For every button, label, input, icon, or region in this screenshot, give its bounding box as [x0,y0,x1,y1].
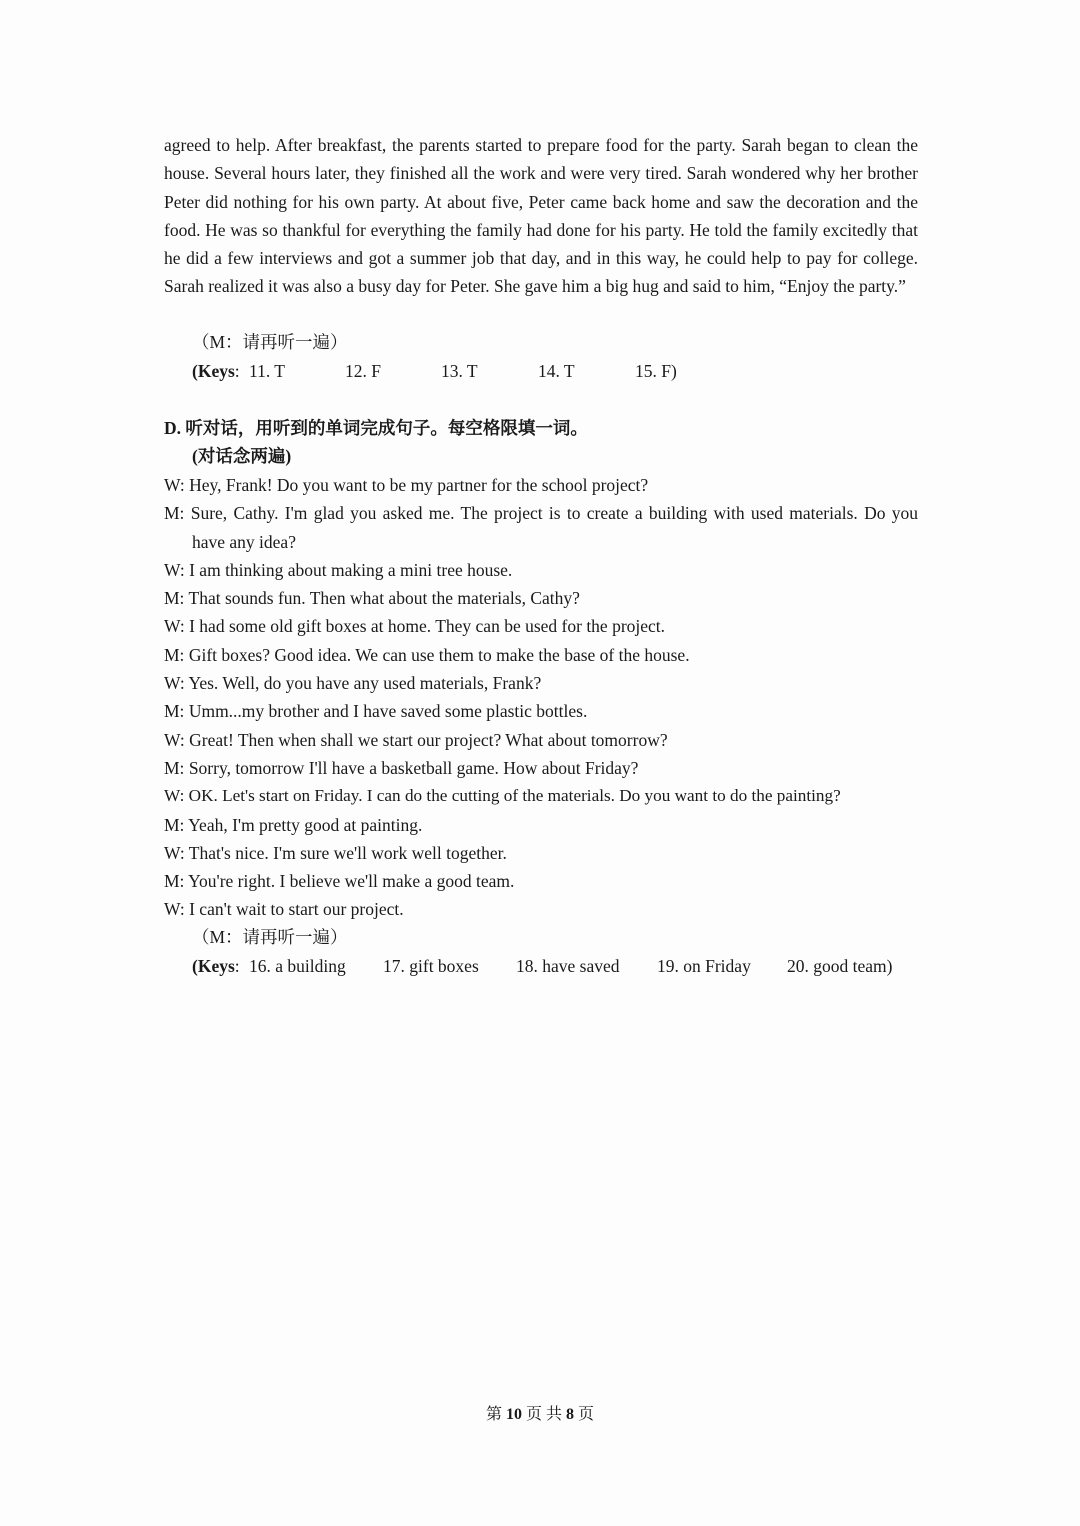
answer-key: 17. gift boxes [383,956,479,976]
utterance: Umm...my brother and I have saved some plastic bottles. [188,701,588,722]
repeat-note: （M：请再听一遍） [192,332,348,352]
utterance: Hey, Frank! Do you want to be my partner for the school project? [189,475,649,495]
answer-key: 12. F [345,361,381,381]
section-d-subheading: (对话念两遍) [192,446,292,466]
keys-label-text: Keys [197,361,235,381]
page-footer [0,1402,1080,1428]
speaker: M: [164,588,185,609]
dialogue [164,471,918,924]
footer-suffix: 页 [578,1406,595,1423]
speaker: M: [164,871,185,892]
dialogue-line [164,641,918,669]
dialogue-line [164,499,918,556]
passage-paragraph: agreed to help. After breakfast, the parents started to prepare food for the party. Sarah began to clean the house. Several hours later, they finished all the work and were very tired. Sarah wondered why her brother Peter did nothing for his own party. At about five, Peter came back home and saw the decoration and the food. He was so thankful for everything the family had done for his party. He told the family excitedly that he did a few interviews and got a summer job that day, and in this way, he could help to pay for college. Sarah realized it was also a busy day for Peter. She gave him a big hug and said to him, “Enjoy the party.” [164,135,918,297]
utterance: You're right. I believe we'll make a good team. [188,871,515,892]
keys-label [192,357,240,385]
utterance: Yes. Well, do you have any used materials, Frank? [188,673,542,694]
dialogue-line [164,754,918,782]
keys-colon: : [234,361,240,381]
keys-label-text: Keys [197,956,235,976]
utterance: Yeah, I'm pretty good at painting. [188,814,423,835]
dialogue-line [164,839,918,867]
utterance: That sounds fun. Then what about the materials, Cathy? [188,588,580,609]
keys-label [192,952,240,980]
speaker: W: [164,559,185,580]
utterance: Great! Then when shall we start our project? What about tomorrow? [189,729,668,750]
dialogue-line [164,669,918,697]
answer-key: 14. T [538,361,575,381]
dialogue-line [164,811,918,839]
keys-open-paren: ( [192,361,198,381]
dialogue-line [164,556,918,584]
speaker: W: [164,786,185,806]
dialogue-line [164,584,918,612]
footer-middle: 页 共 [525,1406,562,1423]
utterance: I am thinking about making a mini tree house. [189,559,513,580]
speaker: M: [164,701,185,722]
keys-open-paren: ( [192,956,198,976]
answer-key: 11. T [249,361,285,381]
speaker: W: [164,616,185,637]
speaker: M: [164,757,185,778]
footer-prefix: 第 [485,1406,502,1423]
dialogue-line [164,726,918,754]
dialogue-line [164,895,918,923]
answer-key: 16. a building [249,956,346,976]
utterance: OK. Let's start on Friday. I can do the cutting of the materials. Do you want to do the painting? [188,786,841,806]
speaker: W: [164,673,185,694]
utterance: I can't wait to start our project. [189,899,404,920]
speaker: W: [164,842,185,863]
utterance: That's nice. I'm sure we'll work well together. [188,842,507,863]
utterance: I had some old gift boxes at home. They can be used for the project. [189,616,666,637]
section-d-heading: D. 听对话，用听到的单词完成句子。每空格限填一词。 [164,418,588,438]
keys-colon: : [234,956,240,976]
speaker: W: [164,729,185,750]
dialogue-line [164,697,918,725]
answer-key: 18. have saved [516,956,620,976]
answer-key: 13. T [441,361,478,381]
dialogue-line [164,612,918,640]
utterance: Gift boxes? Good idea. We can use them to make the base of the house. [188,644,690,665]
dialogue-line [164,867,918,895]
answer-key: 15. F) [635,361,677,381]
utterance: Sorry, tomorrow I'll have a basketball game. How about Friday? [188,757,639,778]
dialogue-line [164,782,918,810]
utterance: Sure, Cathy. I'm glad you asked me. The project is to create a building with used materials. Do you have any idea? [190,503,919,552]
page-number: 10 [505,1406,522,1423]
speaker: M: [164,644,185,665]
answer-keys-c [192,357,892,385]
speaker: M: [164,814,185,835]
answer-keys-d [192,952,918,980]
answer-key: 19. on Friday [657,956,751,976]
dialogue-line [164,471,918,499]
answer-key: 20. good team) [787,956,893,976]
repeat-note: （M：请再听一遍） [192,927,348,947]
speaker: W: [164,475,185,495]
speaker: M: [164,503,185,524]
speaker: W: [164,899,185,920]
page-total: 8 [566,1406,574,1423]
